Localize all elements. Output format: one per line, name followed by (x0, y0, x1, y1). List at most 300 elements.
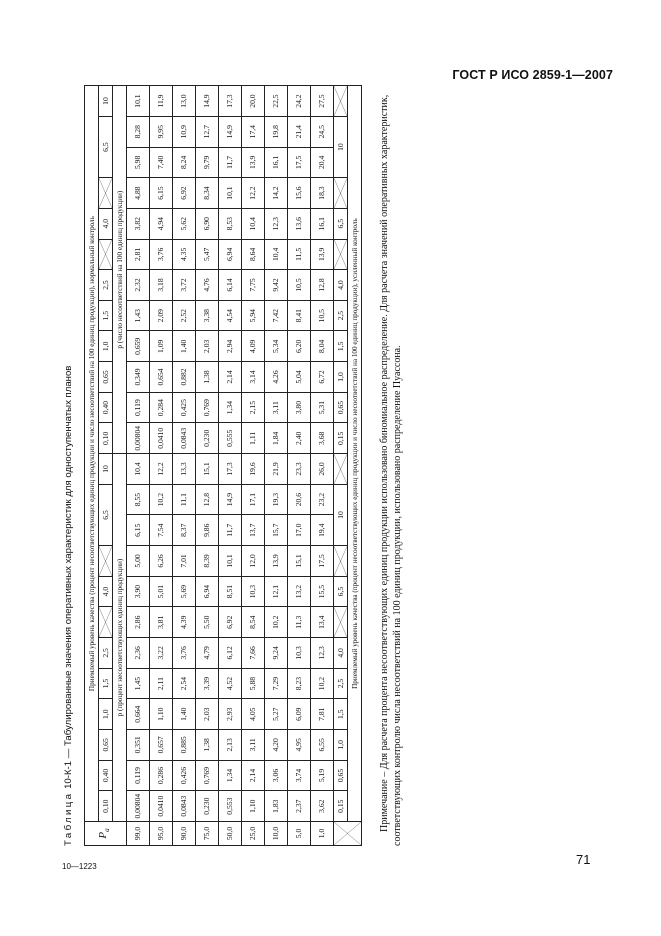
oc-value-cell: 4,05 (242, 699, 265, 730)
oc-value-cell: 3,72 (173, 270, 196, 301)
oc-value-cell: 1,10 (242, 791, 265, 822)
oc-value-cell: 4,20 (265, 730, 288, 761)
oc-value-cell: 5,62 (173, 208, 196, 239)
oc-value-cell: 10,2 (311, 668, 334, 699)
oc-value-cell: 6,12 (219, 638, 242, 669)
oc-value-cell: 3,68 (311, 423, 334, 454)
oc-value-cell: 1,10 (150, 699, 173, 730)
pa-value: 5,0 (288, 822, 311, 846)
oc-value-cell: 0,00804 (127, 423, 150, 454)
oc-value-cell: 8,55 (127, 484, 150, 515)
oc-value-cell: 2,94 (219, 331, 242, 362)
oc-value-cell: 5,34 (265, 331, 288, 362)
oc-value-cell: 23,3 (288, 454, 311, 485)
oc-value-cell: 3,80 (288, 392, 311, 423)
oc-value-cell: 8,28 (127, 116, 150, 147)
oc-value-cell: 14,2 (265, 178, 288, 209)
tightened-inspection-footer: Приемлемый уровень качества (процент несоответствующих единиц продукции и число несоответствий на 100 единиц продукции), усиленный контроль (348, 86, 362, 822)
oc-value-cell: 3,14 (242, 362, 265, 393)
aql-tightened-label: 2,5 (334, 668, 348, 699)
oc-value-cell: 0,659 (127, 331, 150, 362)
oc-value-cell: 1,43 (127, 300, 150, 331)
oc-value-cell: 18,3 (311, 178, 334, 209)
oc-value-cell: 13,9 (265, 546, 288, 577)
oc-value-cell: 8,04 (311, 331, 334, 362)
note-text: Примечание – Для расчета процента несоответствующих единиц продукции использовано биномиальное распределение. Для расчета значений оперативных характеристик, соответствующих контролю числа несоответствий на 100 единиц продукции, использовано распределение Пуассона. (379, 94, 403, 846)
crossed-cell (334, 546, 348, 577)
oc-value-cell: 8,39 (196, 546, 219, 577)
oc-value-cell: 4,54 (219, 300, 242, 331)
oc-value-cell: 9,79 (196, 147, 219, 178)
aql-tightened-label: 4,0 (334, 270, 348, 301)
aql-normal-label: 1,0 (99, 331, 113, 362)
oc-value-cell: 1,09 (150, 331, 173, 362)
oc-value-cell: 12,3 (265, 208, 288, 239)
oc-value-cell: 9,42 (265, 270, 288, 301)
rotated-table-block (60, 86, 430, 846)
aql-tightened-label: 1,5 (334, 699, 348, 730)
pa-value: 50,0 (219, 822, 242, 846)
crossed-cell (334, 239, 348, 270)
oc-value-cell: 0,882 (173, 362, 196, 393)
pa-label: P (97, 831, 110, 839)
oc-value-cell: 2,03 (196, 699, 219, 730)
oc-value-cell: 5,01 (150, 576, 173, 607)
oc-value-cell: 17,3 (219, 86, 242, 117)
aql-tightened-label: 4,0 (334, 638, 348, 669)
oc-value-cell: 11,3 (288, 607, 311, 638)
oc-value-cell: 19,8 (265, 116, 288, 147)
aql-normal-label: 1,5 (99, 300, 113, 331)
sheet-mark: 10—1223 (62, 862, 97, 871)
oc-value-cell: 11,1 (173, 484, 196, 515)
crossed-cell (334, 607, 348, 638)
crossed-cell (99, 178, 113, 209)
oc-value-cell: 3,11 (265, 392, 288, 423)
oc-value-cell: 5,88 (242, 668, 265, 699)
aql-normal-label: 4,0 (99, 208, 113, 239)
oc-value-cell: 2,36 (127, 638, 150, 669)
oc-value-cell: 0,351 (127, 730, 150, 761)
oc-value-cell: 17,5 (311, 546, 334, 577)
oc-value-cell: 0,553 (219, 791, 242, 822)
oc-value-cell: 6,15 (127, 515, 150, 546)
aql-tightened-label: 1,5 (334, 331, 348, 362)
crossed-cell (334, 454, 348, 485)
aql-tightened-label: 0,65 (334, 392, 348, 423)
oc-value-cell: 10,3 (242, 576, 265, 607)
oc-value-cell: 7,40 (150, 147, 173, 178)
aql-tightened-label: 10 (334, 116, 348, 177)
pa-value: 95,0 (150, 822, 173, 846)
header-row-aql-normal (99, 86, 113, 846)
oc-value-cell: 2,54 (173, 668, 196, 699)
table-caption (60, 86, 78, 846)
oc-value-cell: 0,654 (150, 362, 173, 393)
oc-value-cell: 8,54 (242, 607, 265, 638)
oc-value-cell: 2,93 (219, 699, 242, 730)
table-row (173, 86, 196, 846)
oc-value-cell: 20,0 (242, 86, 265, 117)
oc-value-cell: 13,7 (242, 515, 265, 546)
crossed-cell (99, 546, 113, 577)
oc-value-cell: 6,94 (219, 239, 242, 270)
oc-value-cell: 0,0843 (173, 791, 196, 822)
oc-value-cell: 3,38 (196, 300, 219, 331)
table-row (196, 86, 219, 846)
oc-value-cell: 2,32 (127, 270, 150, 301)
normal-inspection-header: Приемлемый уровень качества (процент несоответствующих единиц продукции и число несоответствий на 100 единиц продукции), нормальный контроль (85, 86, 99, 822)
oc-value-cell: 8,37 (173, 515, 196, 546)
oc-value-cell: 0,555 (219, 423, 242, 454)
oc-value-cell: 10,2 (150, 484, 173, 515)
aql-normal-label: 10 (99, 454, 113, 485)
oc-value-cell: 2,14 (219, 362, 242, 393)
oc-value-cell: 7,29 (265, 668, 288, 699)
oc-value-cell: 2,81 (127, 239, 150, 270)
oc-value-cell: 3,74 (288, 760, 311, 791)
oc-value-cell: 14,9 (219, 116, 242, 147)
oc-value-cell: 5,19 (311, 760, 334, 791)
oc-value-cell: 0,657 (150, 730, 173, 761)
oc-value-cell: 10,2 (265, 607, 288, 638)
pa-value: 10,0 (265, 822, 288, 846)
aql-normal-label: 0,65 (99, 362, 113, 393)
oc-value-cell: 7,81 (311, 699, 334, 730)
aql-normal-label: 2,5 (99, 270, 113, 301)
oc-value-cell: 4,88 (127, 178, 150, 209)
oc-value-cell: 4,35 (173, 239, 196, 270)
oc-value-cell: 15,5 (311, 576, 334, 607)
oc-value-cell: 21,4 (288, 116, 311, 147)
table-row (242, 86, 265, 846)
oc-value-cell: 4,52 (219, 668, 242, 699)
oc-value-cell: 4,76 (196, 270, 219, 301)
oc-value-cell: 8,23 (288, 668, 311, 699)
oc-value-cell: 13,2 (288, 576, 311, 607)
aql-tightened-label: 6,5 (334, 576, 348, 607)
aql-tightened-label: 0,65 (334, 760, 348, 791)
oc-value-cell: 5,31 (311, 392, 334, 423)
oc-value-cell: 0,119 (127, 760, 150, 791)
oc-value-cell: 1,38 (196, 730, 219, 761)
pa-value: 1,0 (311, 822, 334, 846)
oc-value-cell: 13,9 (242, 147, 265, 178)
oc-value-cell: 3,11 (242, 730, 265, 761)
oc-value-cell: 0,426 (173, 760, 196, 791)
oc-value-cell: 0,286 (150, 760, 173, 791)
aql-normal-label: 0,65 (99, 730, 113, 761)
aql-normal-label: 10 (99, 86, 113, 117)
oc-value-cell: 8,64 (242, 239, 265, 270)
pa-value: 25,0 (242, 822, 265, 846)
oc-value-cell: 0,769 (196, 760, 219, 791)
oc-value-cell: 0,425 (173, 392, 196, 423)
oc-value-cell: 2,37 (288, 791, 311, 822)
oc-value-cell: 4,39 (173, 607, 196, 638)
table-row (150, 86, 173, 846)
oc-value-cell: 2,11 (150, 668, 173, 699)
oc-value-cell: 15,7 (265, 515, 288, 546)
oc-value-cell: 6,14 (219, 270, 242, 301)
oc-value-cell: 1,83 (265, 791, 288, 822)
oc-value-cell: 10,4 (265, 239, 288, 270)
table-row (311, 86, 334, 846)
oc-value-cell: 12,0 (242, 546, 265, 577)
oc-value-cell: 7,42 (265, 300, 288, 331)
oc-value-cell: 12,2 (150, 454, 173, 485)
oc-value-cell: 9,86 (196, 515, 219, 546)
oc-value-cell: 2,86 (127, 607, 150, 638)
header-row-units (113, 86, 127, 846)
oc-value-cell: 1,34 (219, 760, 242, 791)
oc-value-cell: 0,885 (173, 730, 196, 761)
oc-value-cell: 1,34 (219, 392, 242, 423)
oc-value-cell: 27,5 (311, 86, 334, 117)
oc-value-cell: 4,95 (288, 730, 311, 761)
oc-value-cell: 21,9 (265, 454, 288, 485)
aql-normal-label: 4,0 (99, 576, 113, 607)
oc-value-cell: 1,84 (265, 423, 288, 454)
aql-normal-label: 0,40 (99, 760, 113, 791)
aql-normal-label: 2,5 (99, 638, 113, 669)
crossed-cell (334, 178, 348, 209)
oc-value-cell: 3,39 (196, 668, 219, 699)
oc-value-cell: 11,9 (150, 86, 173, 117)
aql-tightened-label: 1,0 (334, 730, 348, 761)
oc-value-cell: 19,6 (242, 454, 265, 485)
oc-value-cell: 0,769 (196, 392, 219, 423)
oc-value-cell: 17,0 (288, 515, 311, 546)
oc-values-table (84, 85, 362, 846)
oc-value-cell: 3,90 (127, 576, 150, 607)
oc-value-cell: 13,4 (311, 607, 334, 638)
oc-value-cell: 10,9 (173, 116, 196, 147)
table-row (219, 86, 242, 846)
oc-value-cell: 9,24 (265, 638, 288, 669)
oc-value-cell: 6,92 (173, 178, 196, 209)
oc-value-cell: 2,15 (242, 392, 265, 423)
oc-value-cell: 0,230 (196, 791, 219, 822)
oc-value-cell: 10,1 (219, 178, 242, 209)
oc-value-cell: 0,119 (127, 392, 150, 423)
crossed-cell (334, 86, 348, 117)
standard-header: ГОСТ Р ИСО 2859-1—2007 (452, 68, 613, 82)
pa-value: 75,0 (196, 822, 219, 846)
oc-value-cell: 6,09 (288, 699, 311, 730)
oc-value-cell: 5,69 (173, 576, 196, 607)
aql-normal-label: 6,5 (99, 484, 113, 545)
oc-value-cell: 0,0843 (173, 423, 196, 454)
oc-value-cell: 23,2 (311, 484, 334, 515)
aql-tightened-label: 6,5 (334, 208, 348, 239)
oc-value-cell: 16,1 (311, 208, 334, 239)
oc-value-cell: 4,94 (150, 208, 173, 239)
oc-value-cell: 6,55 (311, 730, 334, 761)
pa-value: 99,0 (127, 822, 150, 846)
oc-value-cell: 8,53 (219, 208, 242, 239)
oc-value-cell: 3,22 (150, 638, 173, 669)
pa-subscript: a (103, 828, 112, 832)
oc-value-cell: 8,41 (288, 300, 311, 331)
footer-row-tightened (348, 86, 362, 846)
oc-value-cell: 3,06 (265, 760, 288, 791)
oc-value-cell: 8,24 (173, 147, 196, 178)
oc-value-cell: 7,01 (173, 546, 196, 577)
table-note (378, 86, 404, 846)
oc-value-cell: 0,284 (150, 392, 173, 423)
oc-value-cell: 10,3 (288, 638, 311, 669)
oc-value-cell: 26,0 (311, 454, 334, 485)
oc-value-cell: 10,1 (219, 546, 242, 577)
oc-value-cell: 4,09 (242, 331, 265, 362)
oc-value-cell: 19,4 (311, 515, 334, 546)
oc-value-cell: 0,230 (196, 423, 219, 454)
oc-value-cell: 0,0410 (150, 423, 173, 454)
table-row (288, 86, 311, 846)
oc-value-cell: 13,9 (311, 239, 334, 270)
oc-value-cell: 5,98 (127, 147, 150, 178)
oc-value-cell: 24,2 (288, 86, 311, 117)
aql-tightened-label: 0,15 (334, 791, 348, 822)
oc-value-cell: 1,45 (127, 668, 150, 699)
oc-value-cell: 1,38 (196, 362, 219, 393)
oc-value-cell: 7,54 (150, 515, 173, 546)
oc-value-cell: 17,3 (219, 454, 242, 485)
aql-normal-label: 6,5 (99, 116, 113, 177)
oc-value-cell: 2,03 (196, 331, 219, 362)
page-number: 71 (576, 852, 591, 867)
footer-row-aql-tightened (334, 86, 348, 846)
oc-value-cell: 10,1 (127, 86, 150, 117)
pa-value: 90,0 (173, 822, 196, 846)
oc-value-cell: 12,2 (242, 178, 265, 209)
oc-value-cell: 11,7 (219, 147, 242, 178)
oc-value-cell: 2,52 (173, 300, 196, 331)
aql-normal-label: 0,40 (99, 392, 113, 423)
oc-value-cell: 1,40 (173, 699, 196, 730)
crossed-cell (99, 607, 113, 638)
aql-normal-label: 1,0 (99, 699, 113, 730)
oc-value-cell: 1,11 (242, 423, 265, 454)
oc-value-cell: 20,6 (288, 484, 311, 515)
oc-value-cell: 2,40 (288, 423, 311, 454)
aql-normal-label: 0,10 (99, 423, 113, 454)
oc-value-cell: 6,26 (150, 546, 173, 577)
aql-tightened-label: 10 (334, 484, 348, 545)
oc-value-cell: 8,34 (196, 178, 219, 209)
oc-value-cell: 12,1 (265, 576, 288, 607)
oc-value-cell: 4,79 (196, 638, 219, 669)
aql-tightened-label: 0,15 (334, 423, 348, 454)
oc-value-cell: 14,9 (219, 484, 242, 515)
oc-value-cell: 19,3 (265, 484, 288, 515)
oc-value-cell: 24,5 (311, 116, 334, 147)
oc-value-cell: 3,18 (150, 270, 173, 301)
oc-value-cell: 0,664 (127, 699, 150, 730)
oc-value-cell: 6,90 (196, 208, 219, 239)
oc-value-cell: 10,5 (311, 300, 334, 331)
oc-value-cell: 12,7 (196, 116, 219, 147)
oc-value-cell: 15,6 (288, 178, 311, 209)
oc-value-cell: 6,20 (288, 331, 311, 362)
oc-value-cell: 6,15 (150, 178, 173, 209)
units-percent-header: p (процент несоответствующих единиц продукции) (113, 454, 127, 822)
aql-tightened-label: 2,5 (334, 300, 348, 331)
oc-value-cell: 0,00804 (127, 791, 150, 822)
oc-value-cell: 11,5 (288, 239, 311, 270)
oc-value-cell: 11,7 (219, 515, 242, 546)
oc-value-cell: 5,04 (288, 362, 311, 393)
table-row (265, 86, 288, 846)
oc-value-cell: 12,8 (196, 484, 219, 515)
crossed-cell (99, 239, 113, 270)
oc-value-cell: 5,00 (127, 546, 150, 577)
oc-value-cell: 13,3 (173, 454, 196, 485)
caption-text: 10-К-1 — Табулированные значения оперативных характеристик для одноступенчатых планов (63, 365, 74, 789)
table-row (127, 86, 150, 846)
oc-value-cell: 17,1 (242, 484, 265, 515)
aql-normal-label: 1,5 (99, 668, 113, 699)
oc-value-cell: 17,5 (288, 147, 311, 178)
pa-header (85, 822, 127, 846)
oc-value-cell: 0,0410 (150, 791, 173, 822)
oc-value-cell: 5,27 (265, 699, 288, 730)
oc-value-cell: 15,1 (288, 546, 311, 577)
oc-value-cell: 3,62 (311, 791, 334, 822)
oc-value-cell: 10,4 (127, 454, 150, 485)
oc-value-cell: 6,94 (196, 576, 219, 607)
oc-value-cell: 3,76 (150, 239, 173, 270)
oc-value-cell: 1,40 (173, 331, 196, 362)
oc-value-cell: 5,50 (196, 607, 219, 638)
oc-value-cell: 7,66 (242, 638, 265, 669)
oc-value-cell: 20,4 (311, 147, 334, 178)
aql-normal-label: 0,10 (99, 791, 113, 822)
crossed-cell (334, 822, 362, 846)
oc-value-cell: 4,26 (265, 362, 288, 393)
oc-value-cell: 13,6 (288, 208, 311, 239)
oc-value-cell: 10,5 (288, 270, 311, 301)
oc-value-cell: 22,5 (265, 86, 288, 117)
oc-value-cell: 3,82 (127, 208, 150, 239)
oc-value-cell: 14,9 (196, 86, 219, 117)
oc-value-cell: 6,72 (311, 362, 334, 393)
oc-value-cell: 8,51 (219, 576, 242, 607)
oc-value-cell: 9,95 (150, 116, 173, 147)
caption-label: Таблица (63, 791, 74, 846)
oc-value-cell: 2,13 (219, 730, 242, 761)
aql-tightened-label: 1,0 (334, 362, 348, 393)
oc-value-cell: 2,09 (150, 300, 173, 331)
oc-value-cell: 12,8 (311, 270, 334, 301)
oc-value-cell: 13,0 (173, 86, 196, 117)
oc-value-cell: 5,47 (196, 239, 219, 270)
header-row-normal (85, 86, 99, 846)
units-count-header: p (число несоответствий на 100 единиц продукции) (113, 86, 127, 454)
oc-value-cell: 16,1 (265, 147, 288, 178)
oc-value-cell: 10,4 (242, 208, 265, 239)
oc-value-cell: 17,4 (242, 116, 265, 147)
oc-value-cell: 0,349 (127, 362, 150, 393)
oc-value-cell: 2,14 (242, 760, 265, 791)
oc-value-cell: 3,76 (173, 638, 196, 669)
oc-value-cell: 15,1 (196, 454, 219, 485)
oc-value-cell: 7,75 (242, 270, 265, 301)
oc-value-cell: 6,92 (219, 607, 242, 638)
oc-value-cell: 3,81 (150, 607, 173, 638)
oc-value-cell: 12,3 (311, 638, 334, 669)
